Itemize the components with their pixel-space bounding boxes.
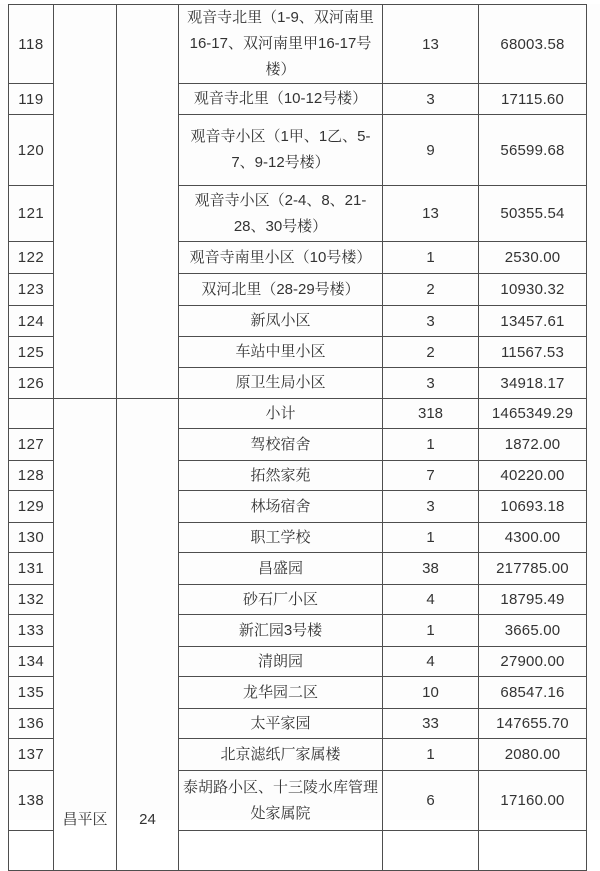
district-cell-upper xyxy=(54,5,117,399)
cell-area-name: 职工学校 xyxy=(179,523,383,553)
cell-amount: 217785.00 xyxy=(479,553,587,585)
cell-row-number: 126 xyxy=(9,368,54,399)
cell-row-number: 137 xyxy=(9,739,54,771)
cell-row-number: 120 xyxy=(9,115,54,186)
cell-area-name: 观音寺小区（1甲、1乙、5-7、9-12号楼） xyxy=(179,115,383,186)
cell-amount: 18795.49 xyxy=(479,585,587,615)
table-row xyxy=(9,5,587,84)
cell-count: 13 xyxy=(383,5,479,84)
cell-amount: 34918.17 xyxy=(479,368,587,399)
cell-area-name: 清朗园 xyxy=(179,647,383,677)
document-page xyxy=(0,4,600,828)
cell-row-number: 130 xyxy=(9,523,54,553)
cell-area-name: 双河北里（28-29号楼） xyxy=(179,274,383,306)
cell-count: 3 xyxy=(383,491,479,523)
cell-amount: 2530.00 xyxy=(479,242,587,274)
cell-amount: 147655.70 xyxy=(479,709,587,739)
cell-area-name: 驾校宿舍 xyxy=(179,429,383,461)
cell-count: 4 xyxy=(383,585,479,615)
cell-count: 3 xyxy=(383,306,479,337)
cell-count: 1 xyxy=(383,429,479,461)
cell-row-number: 128 xyxy=(9,461,54,491)
cell-amount: 13457.61 xyxy=(479,306,587,337)
cell-area-name: 龙华园二区 xyxy=(179,677,383,709)
district-label: 昌平区 xyxy=(62,811,108,828)
cell-area-name: 太平家园 xyxy=(179,709,383,739)
cell-count: 9 xyxy=(383,115,479,186)
cell-amount: 10693.18 xyxy=(479,491,587,523)
cell-amount: 17115.60 xyxy=(479,84,587,115)
cell-area-name: 观音寺北里（10-12号楼） xyxy=(179,84,383,115)
cell-area-name: 原卫生局小区 xyxy=(179,368,383,399)
cell-subtotal-label: 小计 xyxy=(179,399,383,429)
cell-count: 10 xyxy=(383,677,479,709)
cell-count: 2 xyxy=(383,337,479,368)
cell-count: 1 xyxy=(383,242,479,274)
cell-row-number: 119 xyxy=(9,84,54,115)
cell-amount: 3665.00 xyxy=(479,615,587,647)
cell-amount-partial xyxy=(479,831,587,871)
cell-area-name: 观音寺南里小区（10号楼） xyxy=(179,242,383,274)
cell-amount: 1872.00 xyxy=(479,429,587,461)
cell-area-name: 拓然家苑 xyxy=(179,461,383,491)
cell-area-name: 车站中里小区 xyxy=(179,337,383,368)
cell-row-number: 125 xyxy=(9,337,54,368)
cell-area-name: 观音寺北里（1-9、双河南里16-17、双河南里甲16-17号楼） xyxy=(179,5,383,84)
cell-count: 1 xyxy=(383,523,479,553)
district-count: 24 xyxy=(139,811,156,828)
cell-count: 3 xyxy=(383,84,479,115)
district-count-cell xyxy=(117,399,179,871)
cell-row-number: 121 xyxy=(9,186,54,242)
cell-amount: 27900.00 xyxy=(479,647,587,677)
cell-row-number: 135 xyxy=(9,677,54,709)
cell-row-number: 133 xyxy=(9,615,54,647)
cell-amount: 2080.00 xyxy=(479,739,587,771)
district-count-cell-upper xyxy=(117,5,179,399)
cell-row-number: 118 xyxy=(9,5,54,84)
cell-amount: 40220.00 xyxy=(479,461,587,491)
cell-area-name: 林场宿舍 xyxy=(179,491,383,523)
cell-area-name: 北京滤纸厂家属楼 xyxy=(179,739,383,771)
subtotal-row xyxy=(9,399,587,429)
cell-amount: 17160.00 xyxy=(479,771,587,831)
cell-area-name: 新汇园3号楼 xyxy=(179,615,383,647)
cell-row-number-partial xyxy=(9,831,54,871)
cell-area-name: 砂石厂小区 xyxy=(179,585,383,615)
cell-amount: 4300.00 xyxy=(479,523,587,553)
cell-row-number: 134 xyxy=(9,647,54,677)
cell-area-name: 观音寺小区（2-4、8、21-28、30号楼） xyxy=(179,186,383,242)
cell-amount: 68003.58 xyxy=(479,5,587,84)
cell-count: 1 xyxy=(383,615,479,647)
cell-amount: 68547.16 xyxy=(479,677,587,709)
cell-amount: 11567.53 xyxy=(479,337,587,368)
cell-area-name: 昌盛园 xyxy=(179,553,383,585)
cell-area-name-partial xyxy=(179,831,383,871)
cell-count: 4 xyxy=(383,647,479,677)
cell-count: 33 xyxy=(383,709,479,739)
district-cell xyxy=(54,399,117,871)
cell-row-number: 124 xyxy=(9,306,54,337)
subsidy-table xyxy=(8,4,587,871)
cell-count: 2 xyxy=(383,274,479,306)
cell-row-number: 127 xyxy=(9,429,54,461)
cell-amount: 10930.32 xyxy=(479,274,587,306)
cell-row-number-empty xyxy=(9,399,54,429)
cell-count-partial xyxy=(383,831,479,871)
cell-count: 38 xyxy=(383,553,479,585)
cell-count: 7 xyxy=(383,461,479,491)
cell-subtotal-amount: 1465349.29 xyxy=(479,399,587,429)
cell-row-number: 136 xyxy=(9,709,54,739)
cell-row-number: 131 xyxy=(9,553,54,585)
cell-count: 6 xyxy=(383,771,479,831)
cell-count: 13 xyxy=(383,186,479,242)
cell-subtotal-count: 318 xyxy=(383,399,479,429)
cell-row-number: 132 xyxy=(9,585,54,615)
cell-count: 1 xyxy=(383,739,479,771)
cell-count: 3 xyxy=(383,368,479,399)
cell-area-name: 新凤小区 xyxy=(179,306,383,337)
cell-amount: 56599.68 xyxy=(479,115,587,186)
cell-area-name: 泰胡路小区、十三陵水库管理处家属院 xyxy=(179,771,383,831)
cell-row-number: 138 xyxy=(9,771,54,831)
cell-row-number: 129 xyxy=(9,491,54,523)
cell-row-number: 122 xyxy=(9,242,54,274)
cell-amount: 50355.54 xyxy=(479,186,587,242)
cell-row-number: 123 xyxy=(9,274,54,306)
